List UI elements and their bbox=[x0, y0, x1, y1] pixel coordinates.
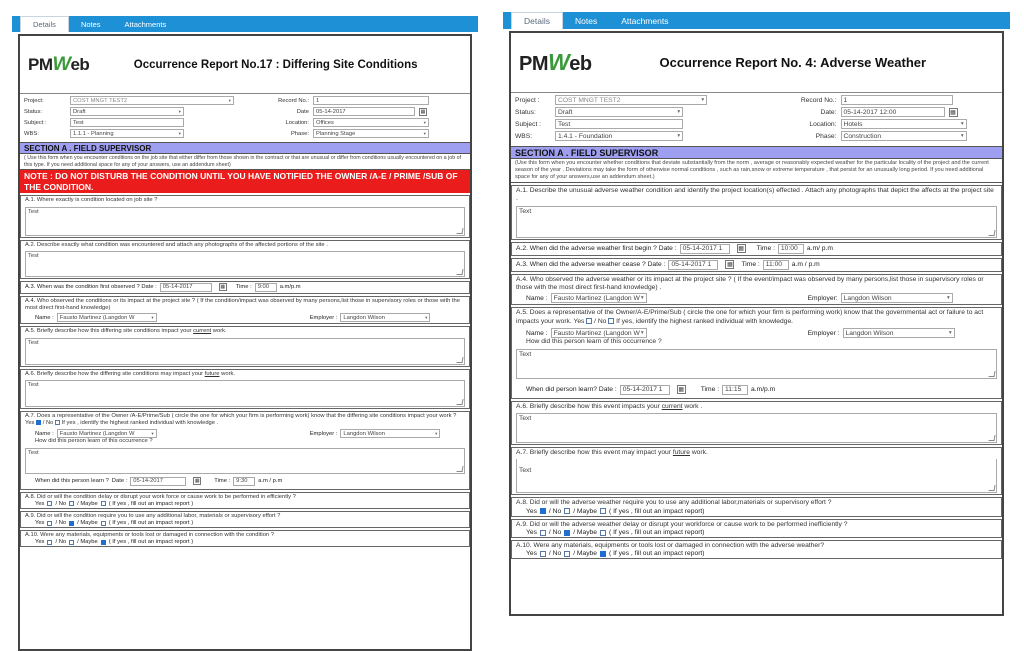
question-a3 bbox=[20, 281, 470, 294]
question-a8 bbox=[511, 497, 1002, 516]
record-no-field[interactable]: 1 bbox=[841, 95, 953, 105]
section-intro: (Use this form when you encounter whether conditions that deviate substantially from the norm , average or reasonably expected weather for the particular locality of the project and the current season of the year . Deviations may take the form of otherwise normal conditions , such as rain,snow or extreme temperature , that persist for an unusually long period. If you need additional space for any of your answers,use an addendum sheet.) bbox=[511, 159, 1002, 183]
maybe-checkbox[interactable] bbox=[600, 508, 606, 514]
impact-note: ( If yes , fill out an impact report ) bbox=[108, 539, 194, 546]
tab-notes[interactable]: Notes bbox=[574, 15, 598, 26]
location-select[interactable]: Hotels ▾ bbox=[841, 119, 967, 129]
question-text: A.3. When did the adverse weather cease ? Date : bbox=[516, 261, 666, 269]
no-label: / No bbox=[55, 500, 67, 507]
question-text: A.5. Briefly describe how this differing site conditions impact your bbox=[25, 328, 192, 335]
maybe-label: / Maybe bbox=[573, 529, 597, 537]
question-a9 bbox=[20, 511, 470, 528]
maybe-checkbox[interactable] bbox=[600, 530, 606, 536]
yes-checkbox[interactable] bbox=[540, 530, 546, 536]
impact-note: ( If yes , fill out an impact report) bbox=[608, 550, 705, 558]
calendar-icon[interactable]: ▦ bbox=[220, 284, 226, 291]
name-label: Name : bbox=[526, 294, 548, 302]
record-label: Record No.: bbox=[278, 97, 309, 104]
chevron-down-icon: ▾ bbox=[677, 109, 680, 115]
question-a5 bbox=[511, 307, 1002, 398]
calendar-icon[interactable]: ▦ bbox=[950, 109, 956, 116]
learn-when-label: When did person learn? Date : bbox=[526, 386, 617, 394]
question-text-tail: If yes , identify the highest ranked individual with knowledge . bbox=[61, 420, 219, 427]
question-text: A.8. Did or will the adverse weather require you to use any additional labor,materials or supervisory effort ? bbox=[516, 499, 832, 507]
calendar-icon[interactable]: ▦ bbox=[194, 478, 200, 485]
time-label: Time : bbox=[700, 386, 720, 394]
report-header bbox=[511, 33, 1002, 93]
question-a4 bbox=[20, 296, 470, 324]
employer-select[interactable]: Langdon Wilson ▾ bbox=[340, 313, 430, 322]
yes-checkbox[interactable] bbox=[47, 540, 52, 545]
chevron-down-icon: ▾ bbox=[423, 130, 426, 136]
no-label: / No bbox=[42, 420, 54, 427]
phase-label: Phase: bbox=[815, 132, 837, 140]
employer-label: Employer : bbox=[807, 329, 840, 337]
date-label: Date bbox=[296, 108, 309, 115]
project-select[interactable]: COST MNGT TEST2 ▾ bbox=[555, 95, 707, 105]
wbs-label: WBS: bbox=[24, 130, 39, 137]
ampm-label: a.m/p.m bbox=[279, 284, 301, 291]
status-select[interactable]: Draft ▾ bbox=[70, 107, 184, 116]
answer-textarea[interactable]: Test bbox=[25, 207, 465, 236]
answer-textarea[interactable]: Text bbox=[516, 349, 997, 379]
phase-select[interactable]: Construction ▾ bbox=[841, 131, 967, 141]
yes-checkbox[interactable] bbox=[540, 551, 546, 557]
section-heading: SECTION A . FIELD SUPERVISOR bbox=[20, 142, 470, 154]
time-field[interactable]: 9:00 bbox=[255, 283, 277, 292]
yes-label: Yes bbox=[35, 520, 45, 527]
project-select[interactable]: COST MNGT TEST2 ▾ bbox=[70, 96, 234, 105]
yes-checkbox[interactable] bbox=[540, 508, 546, 514]
date-field[interactable]: 05-14-2017 bbox=[313, 107, 415, 116]
time-field[interactable]: 11:15 bbox=[722, 385, 748, 395]
pmweb-logo: PMWeb bbox=[519, 49, 592, 75]
status-select[interactable]: Draft ▾ bbox=[555, 107, 683, 117]
question-a1 bbox=[20, 195, 470, 237]
wbs-select[interactable]: 1.4.1 - Foundation ▾ bbox=[555, 131, 683, 141]
question-text: A.3. When was the condition first observed ? Date : bbox=[25, 284, 157, 291]
location-label: Location: bbox=[809, 120, 837, 128]
answer-textarea[interactable]: Test bbox=[25, 251, 465, 277]
underlined-word: future bbox=[204, 370, 220, 377]
no-checkbox[interactable] bbox=[564, 551, 570, 557]
yes-label: Yes bbox=[526, 529, 537, 537]
underlined-word: current bbox=[661, 402, 683, 410]
name-label: Name : bbox=[35, 314, 54, 321]
question-a6 bbox=[20, 369, 470, 409]
question-a9 bbox=[511, 519, 1002, 538]
no-label: / No bbox=[55, 520, 67, 527]
employer-select[interactable]: Langdon Wilson ▾ bbox=[841, 293, 953, 303]
calendar-icon[interactable]: ▦ bbox=[420, 108, 426, 115]
answer-textarea[interactable]: Text bbox=[516, 413, 997, 443]
chevron-down-icon: ▾ bbox=[151, 314, 154, 320]
chevron-down-icon: ▾ bbox=[178, 108, 181, 114]
maybe-label: / Maybe bbox=[77, 539, 98, 546]
employer-select[interactable]: Langdon Wilson ▾ bbox=[843, 328, 955, 338]
question-a7 bbox=[511, 447, 1002, 495]
question-a6 bbox=[511, 401, 1002, 445]
question-a10 bbox=[20, 530, 470, 547]
question-a8 bbox=[20, 492, 470, 509]
chevron-down-icon: ▾ bbox=[640, 295, 644, 302]
question-text: A.9. Did or will the condition require you to use any additional labor, materials or supervisory effort ? bbox=[25, 512, 281, 519]
date-field[interactable]: 05-14-2017 1 bbox=[680, 244, 730, 254]
question-a2 bbox=[20, 240, 470, 279]
employer-label: Employer : bbox=[309, 314, 338, 321]
tab-attachments[interactable]: Attachments bbox=[621, 15, 669, 26]
report-document bbox=[509, 31, 1004, 616]
impact-note: ( If yes , fill out an impact report ) bbox=[108, 500, 194, 507]
no-checkbox[interactable] bbox=[69, 501, 74, 506]
question-text-end: work. bbox=[212, 328, 227, 335]
employer-label: Employer : bbox=[309, 430, 338, 437]
tab-bar bbox=[12, 16, 478, 32]
answer-textarea[interactable]: Text bbox=[516, 206, 997, 238]
chevron-down-icon: ▾ bbox=[435, 430, 438, 436]
time-label: Time : bbox=[235, 284, 252, 291]
question-text-end: work. bbox=[221, 370, 236, 377]
yes-checkbox[interactable] bbox=[47, 521, 52, 526]
question-text: A.8. Did or will the condition delay or disrupt your work force or cause work to be performed in efficiently ? bbox=[25, 493, 296, 500]
pmweb-logo: PMWeb bbox=[28, 53, 90, 75]
chevron-down-icon: ▾ bbox=[960, 133, 964, 139]
location-select[interactable]: Offices ▾ bbox=[313, 118, 429, 127]
project-label: Project: bbox=[24, 97, 44, 104]
question-text: A.7. Does a representative of the Owner /A-E/Prime/Sub ( circle the one for which your firm is performing work) know that the differing site conditions impact your work ? bbox=[25, 412, 457, 419]
impact-note: ( If yes , fill out an impact report) bbox=[608, 507, 705, 515]
learn-question: How did this person learn of this occurrence ? bbox=[526, 338, 662, 346]
maybe-label: / Maybe bbox=[573, 550, 597, 558]
subject-field[interactable]: Test bbox=[70, 118, 184, 127]
name-select[interactable]: Fausto Martinez (Langdon W ▾ bbox=[57, 313, 157, 322]
date-field[interactable]: 05-14-2017 1 bbox=[668, 260, 718, 270]
name-select[interactable]: Fausto Martinez (Langdon W ▾ bbox=[551, 328, 647, 338]
ampm-label: a.m / p.m bbox=[791, 261, 820, 269]
time-field[interactable]: 9:30 bbox=[233, 477, 255, 486]
status-label: Status: bbox=[515, 108, 536, 116]
question-text-end: work. bbox=[691, 448, 708, 456]
name-select[interactable]: Fausto Martinez (Langdon W ▾ bbox=[57, 429, 157, 438]
yes-label: Yes bbox=[526, 507, 537, 515]
question-text: A.1. Where exactly is condition located on job site ? bbox=[25, 197, 158, 204]
calendar-icon[interactable]: ▦ bbox=[678, 387, 685, 394]
phase-label: Phase: bbox=[290, 130, 309, 137]
chevron-down-icon: ▾ bbox=[640, 330, 644, 337]
employer-select[interactable]: Langdon Wilson ▾ bbox=[340, 429, 440, 438]
subject-label: Subject : bbox=[515, 120, 542, 128]
page-title: Occurrence Report No.17 : Differing Site Conditions bbox=[133, 58, 418, 71]
maybe-label: / Maybe bbox=[77, 520, 98, 527]
chevron-down-icon: ▾ bbox=[228, 97, 231, 103]
chevron-down-icon: ▾ bbox=[423, 119, 426, 125]
date-field[interactable]: 05-14-2017 bbox=[130, 477, 186, 486]
tab-bar bbox=[503, 12, 1010, 29]
question-a2 bbox=[511, 242, 1002, 256]
no-label: / No bbox=[594, 317, 607, 325]
question-text: A.10. Were any materials, equipments or tools lost or damaged in connection with the condition ? bbox=[25, 532, 274, 539]
no-checkbox[interactable] bbox=[608, 318, 614, 324]
no-label: / No bbox=[548, 529, 562, 537]
question-text: A.6. Briefly describe how this event impacts your bbox=[516, 402, 660, 410]
location-label: Location: bbox=[285, 119, 309, 126]
question-a7 bbox=[20, 411, 470, 490]
maybe-checkbox[interactable] bbox=[101, 501, 106, 506]
logo-w-mark: W bbox=[52, 53, 71, 75]
report-document bbox=[18, 34, 472, 651]
underlined-word: current bbox=[193, 328, 212, 335]
maybe-label: / Maybe bbox=[573, 507, 597, 515]
date-field[interactable]: 05-14-2017 12:00 bbox=[841, 107, 945, 117]
tab-details[interactable]: Details bbox=[511, 12, 563, 29]
no-checkbox[interactable] bbox=[69, 540, 74, 545]
phase-select[interactable]: Planning Stage ▾ bbox=[313, 129, 429, 138]
question-text: A.2. When did the adverse weather first begin ? Date : bbox=[516, 245, 677, 253]
date-field[interactable]: 05-14-2017 bbox=[160, 283, 212, 292]
question-text: A.6. Briefly describe how the differing site conditions may impact your bbox=[25, 370, 204, 377]
question-text: A.9. Did or will the adverse weather delay or disrupt your workforce or cause work to be performed inefficiently ? bbox=[516, 520, 848, 528]
date-label: Date : bbox=[111, 478, 128, 485]
date-field[interactable]: 05-14-2017 1 bbox=[620, 385, 670, 395]
no-checkbox[interactable] bbox=[564, 530, 570, 536]
answer-textarea[interactable]: Test bbox=[25, 380, 465, 407]
report-header bbox=[20, 36, 470, 94]
employer-label: Employer: bbox=[807, 294, 838, 302]
chevron-down-icon: ▾ bbox=[946, 295, 950, 302]
tab-attachments[interactable]: Attachments bbox=[124, 19, 167, 29]
record-fields bbox=[20, 94, 470, 140]
question-text: A.1. Describe the unusual adverse weather condition and identify the project location(s) effected . Attach any photographs that depict the affects at the project site . bbox=[516, 186, 994, 203]
project-label: Project : bbox=[515, 96, 540, 104]
chevron-down-icon: ▾ bbox=[178, 130, 181, 136]
time-label: Time : bbox=[756, 245, 775, 253]
yes-label: Yes bbox=[35, 500, 45, 507]
chevron-down-icon: ▾ bbox=[425, 314, 428, 320]
yes-label: Yes bbox=[25, 420, 35, 427]
question-text: A.4. Who observed the adverse weather or its impact at the project site ? ( If the event/impact was observed by many persons,list those in supervisory roles or those with the most direct first-hand knowledge) . bbox=[516, 275, 984, 292]
time-label: Time : bbox=[741, 261, 760, 269]
maybe-checkbox[interactable] bbox=[101, 540, 106, 545]
time-field[interactable]: 11:00 bbox=[763, 260, 789, 270]
chevron-down-icon: ▾ bbox=[948, 330, 952, 337]
yes-label: Yes bbox=[35, 539, 45, 546]
underlined-word: future bbox=[672, 448, 690, 456]
tab-details[interactable]: Details bbox=[20, 16, 69, 32]
maybe-checkbox[interactable] bbox=[101, 521, 106, 526]
left-report-panel bbox=[12, 0, 478, 651]
time-label: Time : bbox=[214, 478, 231, 485]
question-text-tail: If yes, identify the highest ranked individual with knowledge. bbox=[616, 317, 794, 325]
chevron-down-icon: ▾ bbox=[677, 133, 680, 139]
maybe-checkbox[interactable] bbox=[600, 551, 606, 557]
answer-textarea[interactable]: Test bbox=[25, 338, 465, 365]
section-heading: SECTION A . FIELD SUPERVISOR bbox=[511, 146, 1002, 159]
no-checkbox[interactable] bbox=[564, 508, 570, 514]
time-field[interactable]: 10:00 bbox=[778, 244, 804, 254]
calendar-icon[interactable]: ▦ bbox=[738, 246, 744, 253]
maybe-label: / Maybe bbox=[77, 500, 98, 507]
right-report-panel bbox=[503, 0, 1010, 616]
calendar-icon[interactable]: ▦ bbox=[727, 262, 733, 269]
ampm-label: a.m/ p.m bbox=[806, 245, 833, 253]
question-a4 bbox=[511, 274, 1002, 306]
wbs-label: WBS: bbox=[515, 132, 533, 140]
question-a10 bbox=[511, 540, 1002, 559]
no-label: / No bbox=[548, 507, 562, 515]
subject-label: Subject : bbox=[24, 119, 47, 126]
question-text: A.7. Briefly describe how this event may impact your bbox=[516, 448, 671, 456]
no-label: / No bbox=[55, 539, 67, 546]
no-checkbox[interactable] bbox=[69, 521, 74, 526]
impact-note: ( If yes , fill out an impact report ) bbox=[108, 520, 194, 527]
no-label: / No bbox=[548, 550, 562, 558]
question-a1 bbox=[511, 185, 1002, 240]
record-no-field[interactable]: 1 bbox=[313, 96, 429, 105]
chevron-down-icon: ▾ bbox=[151, 430, 154, 436]
answer-textarea[interactable]: Test bbox=[25, 448, 465, 474]
chevron-down-icon: ▾ bbox=[701, 97, 704, 103]
date-label: Date: bbox=[820, 108, 837, 116]
question-text: A.10. Were any materials, equipments or tools lost or damaged in connection with the adverse weather? bbox=[516, 542, 825, 550]
question-text: A.2. Describe exactly what condition was encountered and attach any photographs of the affected portions of the site . bbox=[25, 241, 328, 248]
wbs-select[interactable]: 1.1.1 - Planning ▾ bbox=[70, 129, 184, 138]
question-a5 bbox=[20, 326, 470, 366]
ampm-label: a.m/p.m bbox=[751, 386, 776, 394]
yes-checkbox[interactable] bbox=[47, 501, 52, 506]
learn-question: How did this person learn of this occurrence ? bbox=[35, 438, 153, 445]
name-label: Name : bbox=[526, 329, 548, 337]
record-fields bbox=[511, 93, 1002, 143]
question-text-end: work . bbox=[684, 402, 703, 410]
subject-field[interactable]: Test bbox=[555, 119, 683, 129]
question-text: A.5. Does a representative of the Owner/A-E/Prime/Sub ( circle the one for which your firm is performing work) know that the governmental act or failure to act impacts your work. Yes bbox=[516, 309, 984, 325]
ampm-label: a.m / p.m bbox=[258, 478, 283, 485]
yes-label: Yes bbox=[526, 550, 537, 558]
record-label: Record No.: bbox=[800, 96, 837, 104]
no-checkbox[interactable] bbox=[55, 420, 60, 425]
question-text: A.4. Who observed the conditions or its impact at the project site ? ( If the condition/impact was observed by many persons,list those in supervisory roles or those with the most direct first-hand knowledge) bbox=[25, 297, 460, 312]
yes-checkbox[interactable] bbox=[586, 318, 592, 324]
tab-notes[interactable]: Notes bbox=[80, 19, 101, 29]
name-label: Name : bbox=[35, 430, 54, 437]
page-title: Occurrence Report No. 4: Adverse Weather bbox=[659, 55, 927, 70]
yes-checkbox[interactable] bbox=[36, 420, 41, 425]
answer-textarea[interactable]: Text bbox=[516, 459, 997, 493]
logo-w-mark: W bbox=[548, 49, 570, 75]
status-label: Status: bbox=[24, 108, 43, 115]
warning-note: NOTE : DO NOT DISTURB THE CONDITION UNTIL YOU HAVE NOTIFIED THE OWNER /A-E / PRIME /SUB OF THE CONDITION. bbox=[20, 170, 470, 193]
learn-when-label: When did this person learn ? bbox=[35, 478, 109, 485]
section-intro: ( Use this form when you encounter conditions on the job site that either differ from those shown in the contract or that are unusual or differ from conditions usually encountered on a job of this type. If you need additional space for any of your answers, use an addendum sheet) bbox=[20, 154, 470, 170]
chevron-down-icon: ▾ bbox=[960, 121, 964, 127]
name-select[interactable]: Fausto Martinez (Langdon W ▾ bbox=[551, 293, 647, 303]
question-a3 bbox=[511, 258, 1002, 272]
impact-note: ( If yes , fill out an impact report) bbox=[608, 529, 705, 537]
